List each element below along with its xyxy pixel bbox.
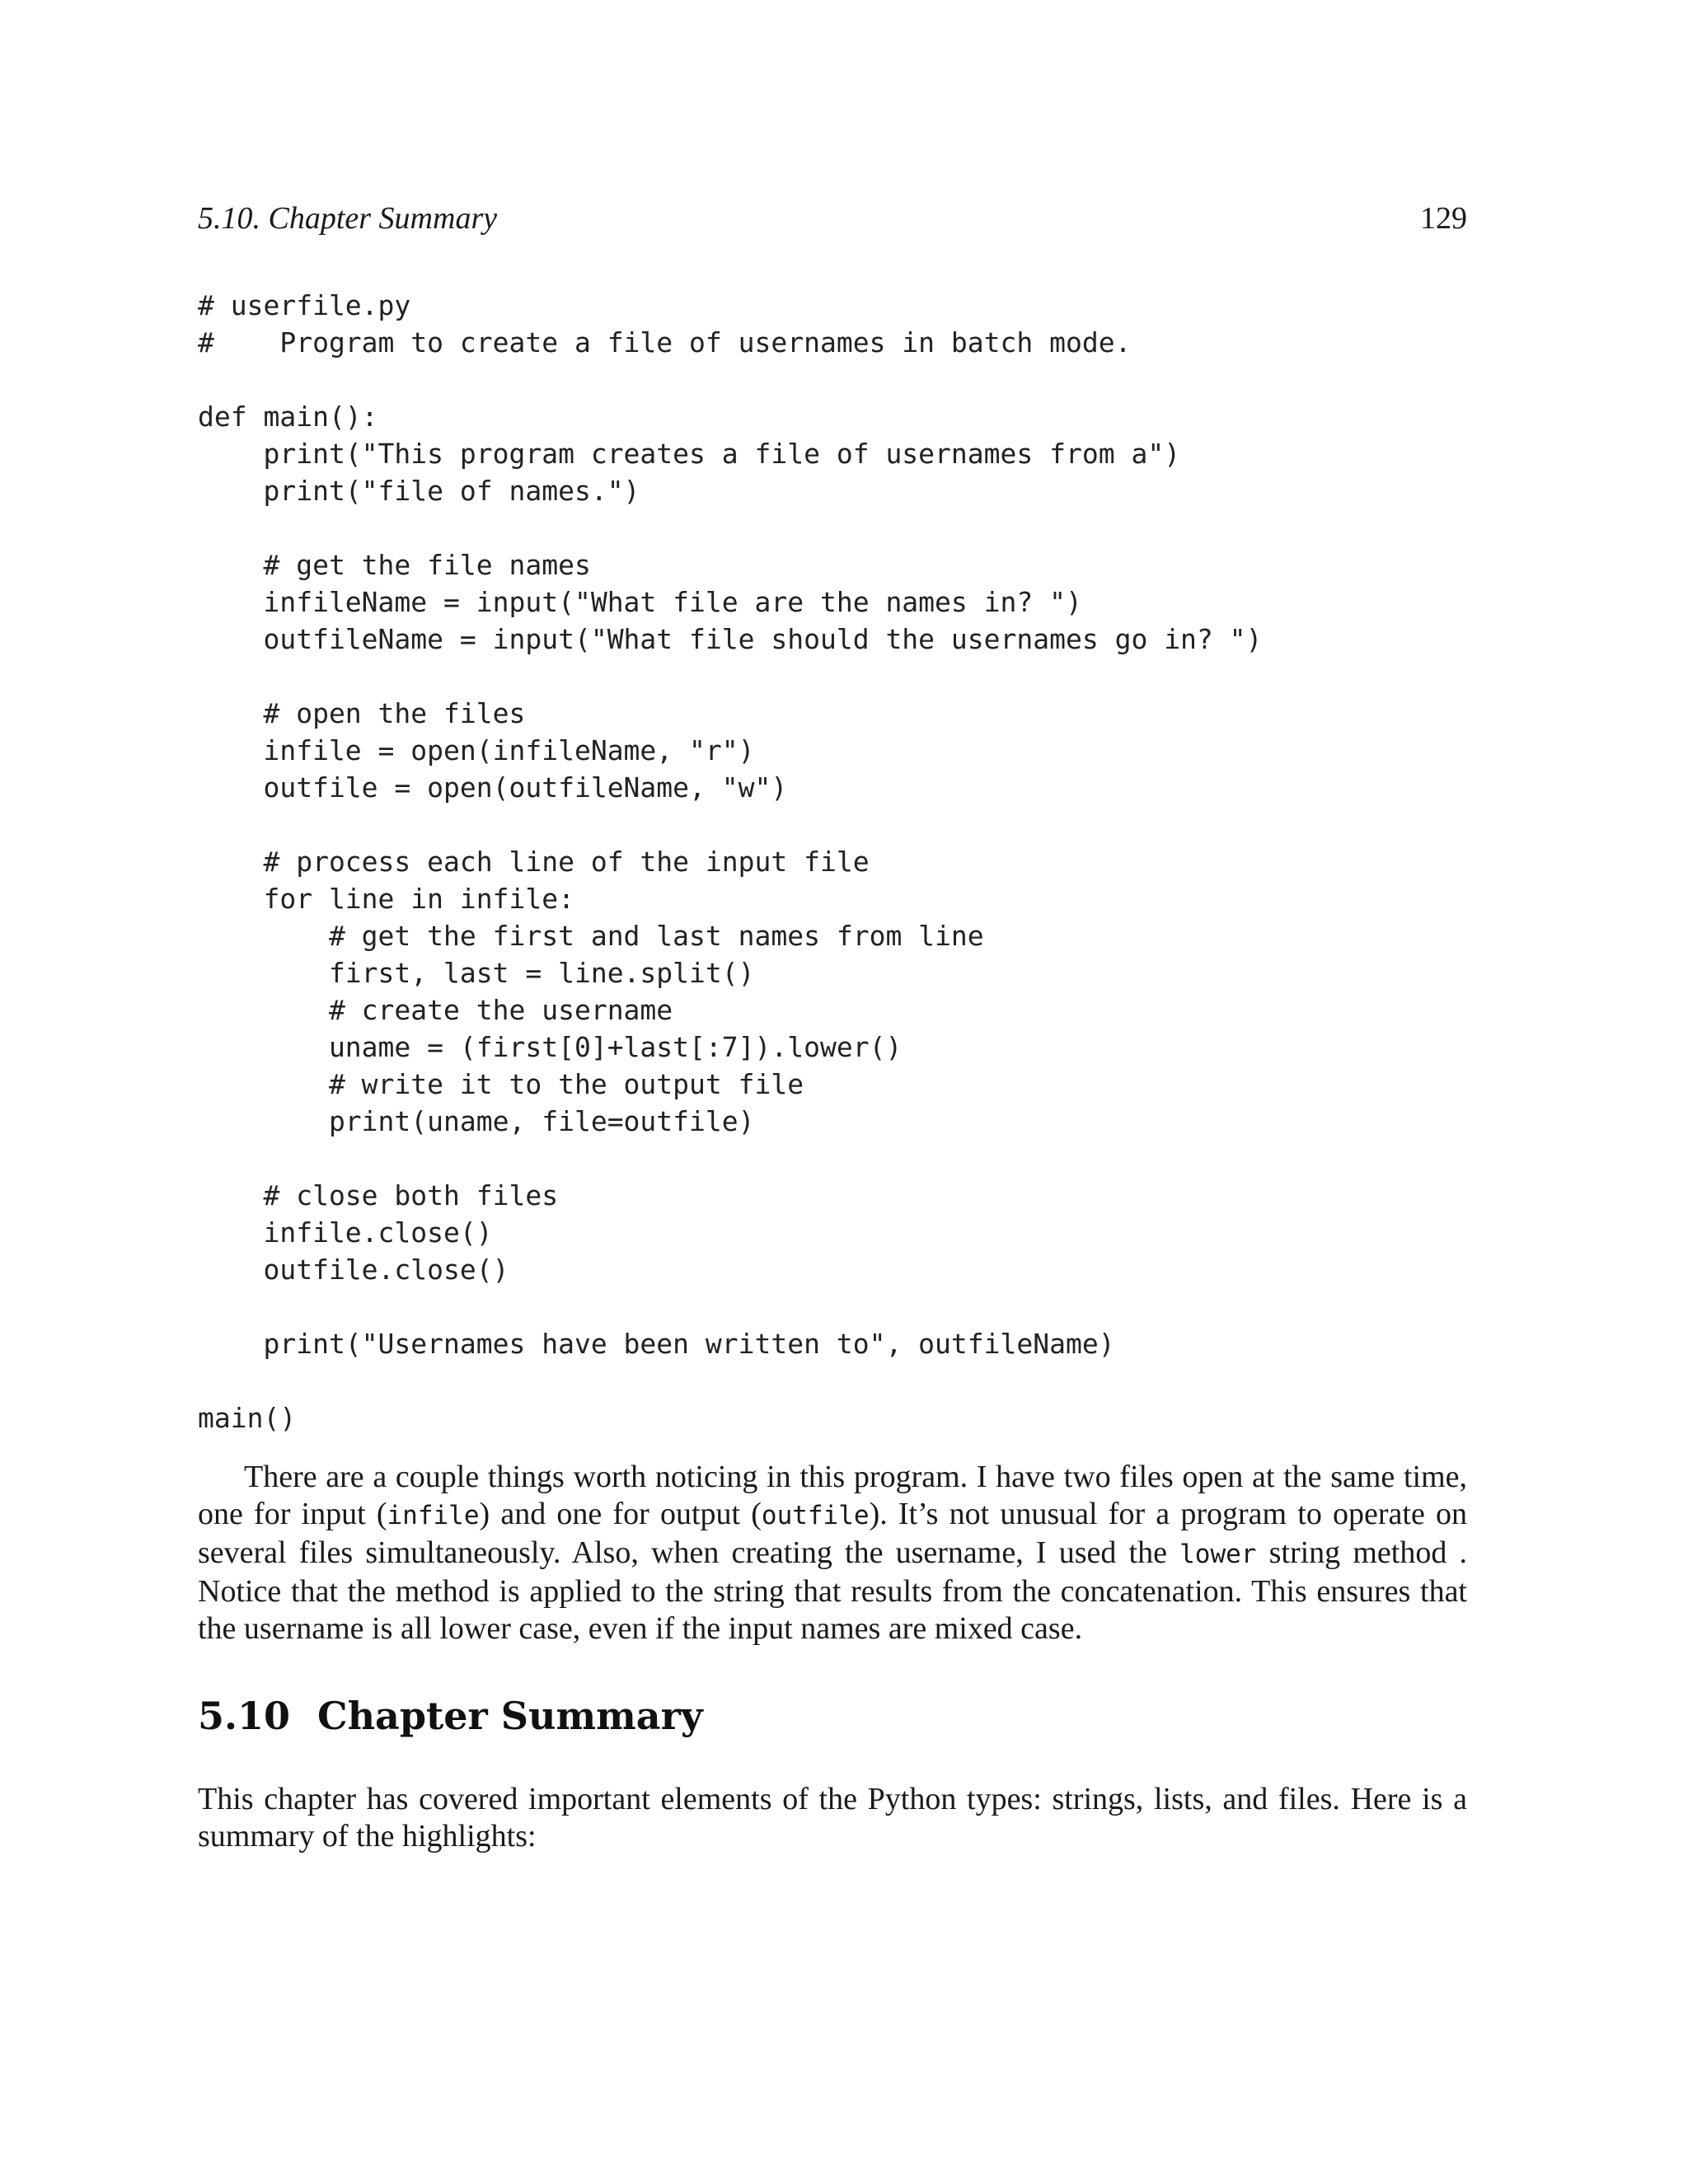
- body-paragraph: [198, 1459, 1467, 1647]
- code-line: uname = (first[0]+last[:7]).lower(): [198, 1031, 903, 1063]
- code-line: [198, 806, 1517, 843]
- running-header: [198, 198, 1467, 247]
- code-line: # close both files: [198, 1179, 559, 1212]
- paragraph-text: There are a couple things worth noticing in this program. I have two files open at the same time, one for input (: [198, 1460, 1467, 1531]
- code-line: outfileName = input("What file should the usernames go in? "): [198, 623, 1263, 655]
- code-line: # userfile.py: [198, 289, 411, 321]
- code-line: outfile.close(): [198, 1254, 509, 1286]
- paragraph-text: ). It’s not unusual for a program to operate on several files simultaneously. Also, when creating the username, I used the: [198, 1497, 1467, 1570]
- code-line: first, last = line.split(): [198, 957, 755, 989]
- code-line: outfile = open(outfileName, "w"): [198, 771, 788, 804]
- code-line: # get the file names: [198, 549, 591, 581]
- code-line: # open the files: [198, 697, 526, 729]
- paragraph-text: ) and one for output (: [479, 1497, 762, 1531]
- summary-paragraph: This chapter has covered important elements of the Python types: strings, lists, and files. Here is a summary of the highlights:: [198, 1782, 1467, 1854]
- code-line: infile = open(infileName, "r"): [198, 734, 755, 766]
- code-line: print("file of names."): [198, 475, 640, 507]
- code-line: infile.close(): [198, 1216, 493, 1249]
- section-number: 5.10: [198, 1694, 291, 1738]
- code-line: [198, 1288, 1517, 1325]
- code-line: def main():: [198, 401, 378, 433]
- code-line: # process each line of the input file: [198, 846, 870, 878]
- code-line: # write it to the output file: [198, 1068, 804, 1100]
- paragraph-text: string method . Notice that the method is applied to the string that results from the concatenation. This ensures that the username is all lower case, even if the input names are mixed case.: [198, 1535, 1467, 1646]
- section-heading: [198, 1691, 703, 1741]
- code-line: # get the first and last names from line: [198, 920, 984, 952]
- code-line: print("Usernames have been written to", outfileName): [198, 1328, 1115, 1360]
- code-line: # create the username: [198, 994, 673, 1026]
- code-line: [198, 361, 1517, 398]
- section-title: Chapter Summary: [317, 1694, 703, 1738]
- code-line: infileName = input("What file are the names in? "): [198, 586, 1082, 618]
- page-number: 129: [1420, 201, 1467, 236]
- code-line: main(): [198, 1402, 297, 1434]
- inline-code-lower: lower: [1179, 1540, 1257, 1569]
- code-line: # Program to create a file of usernames in batch mode.: [198, 326, 1132, 359]
- inline-code-infile: infile: [387, 1501, 480, 1530]
- code-listing: [198, 287, 1517, 1436]
- code-line: print("This program creates a file of usernames from a"): [198, 438, 1181, 470]
- code-line: [198, 509, 1517, 546]
- running-title: 5.10. Chapter Summary: [198, 201, 498, 236]
- code-line: [198, 1362, 1517, 1399]
- code-line: [198, 1140, 1517, 1177]
- code-line: [198, 658, 1517, 695]
- code-line: print(uname, file=outfile): [198, 1105, 755, 1137]
- code-line: for line in infile:: [198, 883, 574, 915]
- inline-code-outfile: outfile: [761, 1501, 870, 1530]
